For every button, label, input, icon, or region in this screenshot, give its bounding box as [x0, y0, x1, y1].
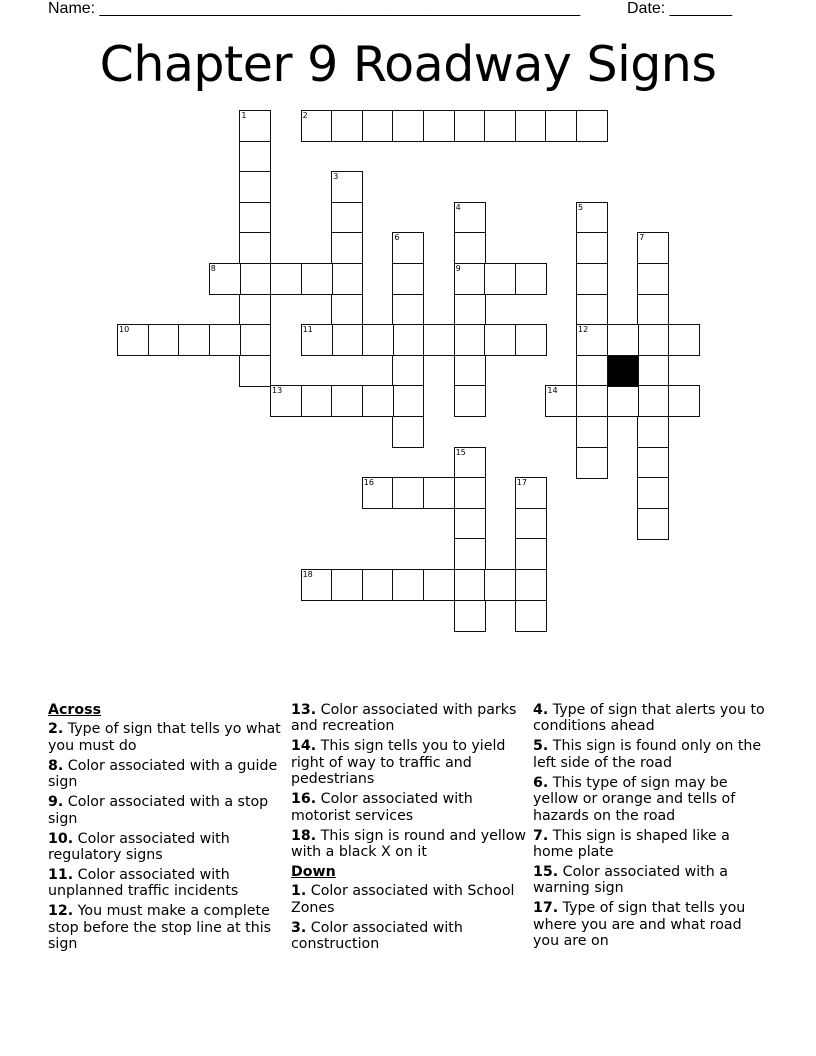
clue-number: 13. [291, 702, 317, 718]
grid-cell[interactable] [484, 110, 516, 142]
grid-cell[interactable] [607, 385, 639, 417]
cell-number: 10 [119, 325, 130, 335]
across-heading: Across [48, 702, 102, 718]
grid-cell[interactable] [331, 294, 363, 326]
grid-cell[interactable] [454, 324, 486, 356]
clue-number: 7. [533, 827, 549, 844]
clue-across-18 [291, 828, 527, 861]
clue-across-14 [291, 738, 527, 787]
clue-down-3 [291, 920, 527, 953]
clue-number: 11. [48, 867, 74, 884]
cell-number: 18 [302, 570, 313, 579]
cell-number: 6 [394, 233, 400, 243]
grid-cell[interactable] [301, 324, 333, 356]
clue-number: 9. [48, 794, 64, 811]
clue-number: 14. [291, 738, 317, 755]
clue-text: Color associated with a warning sign [533, 864, 728, 897]
grid-cell[interactable] [178, 324, 210, 356]
grid-cell[interactable] [576, 202, 608, 234]
grid-cell[interactable] [515, 569, 547, 601]
grid-cell[interactable] [209, 263, 241, 295]
grid-cell[interactable] [239, 232, 271, 264]
cell-number: 1 [241, 111, 247, 120]
cell-number: 3 [333, 172, 339, 182]
grid-cell[interactable] [331, 202, 363, 234]
grid-cell[interactable] [454, 202, 486, 234]
grid-cell[interactable] [301, 110, 333, 142]
grid-cell[interactable] [392, 324, 424, 356]
grid-cell[interactable] [545, 110, 577, 142]
grid-cell[interactable] [301, 569, 333, 601]
cell-number: 7 [639, 233, 645, 243]
clue-text: Color associated with School Zones [291, 883, 515, 916]
grid-cell[interactable] [637, 263, 669, 295]
cell-number: 13 [272, 386, 283, 396]
name-field-label: Name: ______________________________________________________ [48, 0, 581, 17]
grid-cell[interactable] [576, 355, 608, 387]
grid-cell[interactable] [301, 385, 333, 417]
clue-number: 16. [291, 791, 317, 808]
grid-cell[interactable] [637, 477, 669, 509]
grid-cell[interactable] [454, 110, 486, 142]
cell-number: 17 [516, 478, 527, 488]
clue-number: 2. [48, 721, 64, 738]
clue-across-11 [48, 867, 284, 900]
date-field-label: Date: _______ [627, 0, 732, 17]
grid-cell[interactable] [331, 171, 363, 203]
clue-across-12 [48, 903, 284, 952]
cell-number: 14 [547, 386, 558, 396]
grid-cell[interactable] [515, 538, 547, 570]
clue-down-1 [291, 883, 527, 916]
grid-cell[interactable] [576, 294, 608, 326]
grid-cell[interactable] [454, 263, 486, 295]
clue-across-13 [291, 702, 527, 735]
clue-across-8 [48, 758, 284, 791]
cell-number: 11 [302, 325, 313, 335]
grid-cell[interactable] [576, 110, 608, 142]
clue-text: Color associated with regulatory signs [48, 830, 230, 864]
clue-text: Type of sign that tells yo what you must do [48, 721, 281, 754]
grid-cell[interactable] [454, 569, 486, 601]
grid-cell[interactable] [484, 569, 516, 601]
grid-cell[interactable] [331, 324, 363, 356]
grid-cell[interactable] [637, 385, 669, 417]
grid-cell[interactable] [454, 294, 486, 326]
grid-cell[interactable] [392, 294, 424, 326]
cell-number: 15 [455, 447, 466, 457]
clue-text: Color associated with parks and recreation [291, 702, 517, 735]
grid-cell[interactable] [515, 110, 547, 142]
grid-cell[interactable] [484, 324, 516, 356]
cell-number: 9 [455, 264, 461, 273]
grid-cell[interactable] [331, 263, 363, 295]
grid-cell[interactable] [637, 294, 669, 326]
clue-number: 8. [48, 757, 64, 774]
grid-cell[interactable] [607, 324, 639, 356]
clue-down-4 [533, 702, 769, 735]
grid-cell[interactable] [209, 324, 241, 356]
grid-cell[interactable] [331, 385, 363, 417]
clue-text: Type of sign that alerts you to conditions ahead [533, 702, 765, 735]
grid-cell[interactable] [423, 324, 455, 356]
grid-cell[interactable] [270, 263, 302, 295]
clue-number: 4. [533, 702, 549, 718]
clue-down-5 [533, 738, 769, 771]
clues-column-1 [48, 702, 284, 956]
cell-number: 4 [455, 202, 461, 212]
clue-text: Color associated with motorist services [291, 791, 473, 824]
grid-cell[interactable] [117, 324, 149, 356]
black-cell [607, 355, 639, 387]
cell-number: 5 [578, 202, 584, 212]
page-title: Chapter 9 Roadway Signs [99, 36, 717, 93]
grid-cell[interactable] [331, 569, 363, 601]
down-heading: Down [291, 864, 336, 881]
grid-cell[interactable] [392, 263, 424, 295]
grid-cell[interactable] [515, 263, 547, 295]
grid-cell[interactable] [637, 324, 669, 356]
grid-cell[interactable] [362, 110, 394, 142]
clue-across-16 [291, 791, 527, 824]
clue-text: Color associated with a guide sign [48, 757, 278, 791]
grid-cell[interactable] [331, 232, 363, 264]
grid-cell[interactable] [331, 110, 363, 142]
clue-text: This sign tells you to yield right of way to traffic and pedestrians [291, 738, 506, 788]
grid-cell[interactable] [454, 538, 486, 570]
grid-cell[interactable] [576, 263, 608, 295]
grid-cell[interactable] [454, 477, 486, 509]
grid-cell[interactable] [576, 324, 608, 356]
grid-cell[interactable] [239, 202, 271, 234]
clue-text: This sign is round and yellow with a black X on it [291, 827, 527, 861]
grid-cell[interactable] [484, 263, 516, 295]
grid-cell[interactable] [239, 263, 271, 295]
grid-cell[interactable] [270, 385, 302, 417]
clue-number: 15. [533, 864, 559, 881]
clue-number: 12. [48, 903, 74, 920]
grid-cell[interactable] [454, 385, 486, 417]
grid-cell[interactable] [515, 600, 547, 632]
clue-text: You must make a complete stop before the stop line at this sign [48, 903, 272, 953]
grid-cell[interactable] [637, 416, 669, 448]
clue-number: 3. [291, 919, 307, 936]
cell-number: 2 [302, 111, 308, 120]
grid-cell[interactable] [362, 569, 394, 601]
grid-cell[interactable] [392, 416, 424, 448]
grid-cell[interactable] [392, 232, 424, 264]
clue-text: Type of sign that tells you where you are and what road you are on [533, 900, 746, 950]
grid-cell[interactable] [545, 385, 577, 417]
grid-cell[interactable] [668, 324, 700, 356]
grid-cell[interactable] [392, 355, 424, 387]
clue-text: This type of sign may be yellow or orange and tells of hazards on the road [533, 774, 736, 824]
grid-cell[interactable] [454, 508, 486, 540]
clue-across-2 [48, 721, 284, 754]
clue-down-6 [533, 775, 769, 824]
grid-cell[interactable] [515, 477, 547, 509]
grid-cell[interactable] [362, 477, 394, 509]
grid-cell[interactable] [637, 355, 669, 387]
clue-number: 6. [533, 774, 549, 791]
clue-number: 17. [533, 900, 559, 917]
clue-number: 5. [533, 738, 549, 755]
clue-across-10 [48, 831, 284, 864]
grid-cell[interactable] [239, 324, 271, 356]
grid-cell[interactable] [637, 508, 669, 540]
clue-down-15 [533, 864, 769, 897]
grid-cell[interactable] [576, 416, 608, 448]
clue-number: 18. [291, 827, 317, 844]
grid-cell[interactable] [362, 385, 394, 417]
grid-cell[interactable] [362, 324, 394, 356]
grid-cell[interactable] [668, 385, 700, 417]
grid-cell[interactable] [239, 294, 271, 326]
clue-number: 1. [291, 883, 307, 900]
cell-number: 8 [210, 264, 216, 273]
grid-cell[interactable] [148, 324, 180, 356]
cell-number: 16 [363, 478, 374, 488]
grid-cell[interactable] [423, 569, 455, 601]
grid-cell[interactable] [239, 110, 271, 142]
grid-cell[interactable] [515, 324, 547, 356]
clue-text: Color associated with a stop sign [48, 794, 269, 827]
grid-cell[interactable] [423, 110, 455, 142]
cell-number: 12 [578, 325, 589, 335]
grid-cell[interactable] [392, 477, 424, 509]
grid-cell[interactable] [239, 141, 271, 173]
grid-cell[interactable] [637, 232, 669, 264]
grid-cell[interactable] [454, 447, 486, 479]
grid-cell[interactable] [454, 600, 486, 632]
grid-cell[interactable] [515, 508, 547, 540]
clue-text: Color associated with construction [291, 919, 463, 953]
grid-cell[interactable] [454, 355, 486, 387]
clues-column-3 [533, 702, 769, 953]
clue-down-17 [533, 900, 769, 949]
grid-cell[interactable] [239, 355, 271, 387]
grid-cell[interactable] [392, 385, 424, 417]
grid-cell[interactable] [637, 447, 669, 479]
grid-cell[interactable] [576, 232, 608, 264]
grid-cell[interactable] [454, 232, 486, 264]
clue-text: Color associated with unplanned traffic incidents [48, 867, 239, 900]
clue-down-7 [533, 828, 769, 861]
grid-cell[interactable] [239, 171, 271, 203]
clues-column-2 [291, 702, 527, 956]
grid-cell[interactable] [423, 477, 455, 509]
clue-text: This sign is shaped like a home plate [533, 827, 730, 861]
grid-cell[interactable] [392, 569, 424, 601]
clue-across-9 [48, 794, 284, 827]
clue-number: 10. [48, 830, 74, 847]
grid-cell[interactable] [301, 263, 333, 295]
grid-cell[interactable] [576, 385, 608, 417]
clue-text: This sign is found only on the left side of the road [533, 738, 762, 771]
grid-cell[interactable] [392, 110, 424, 142]
grid-cell[interactable] [576, 447, 608, 479]
